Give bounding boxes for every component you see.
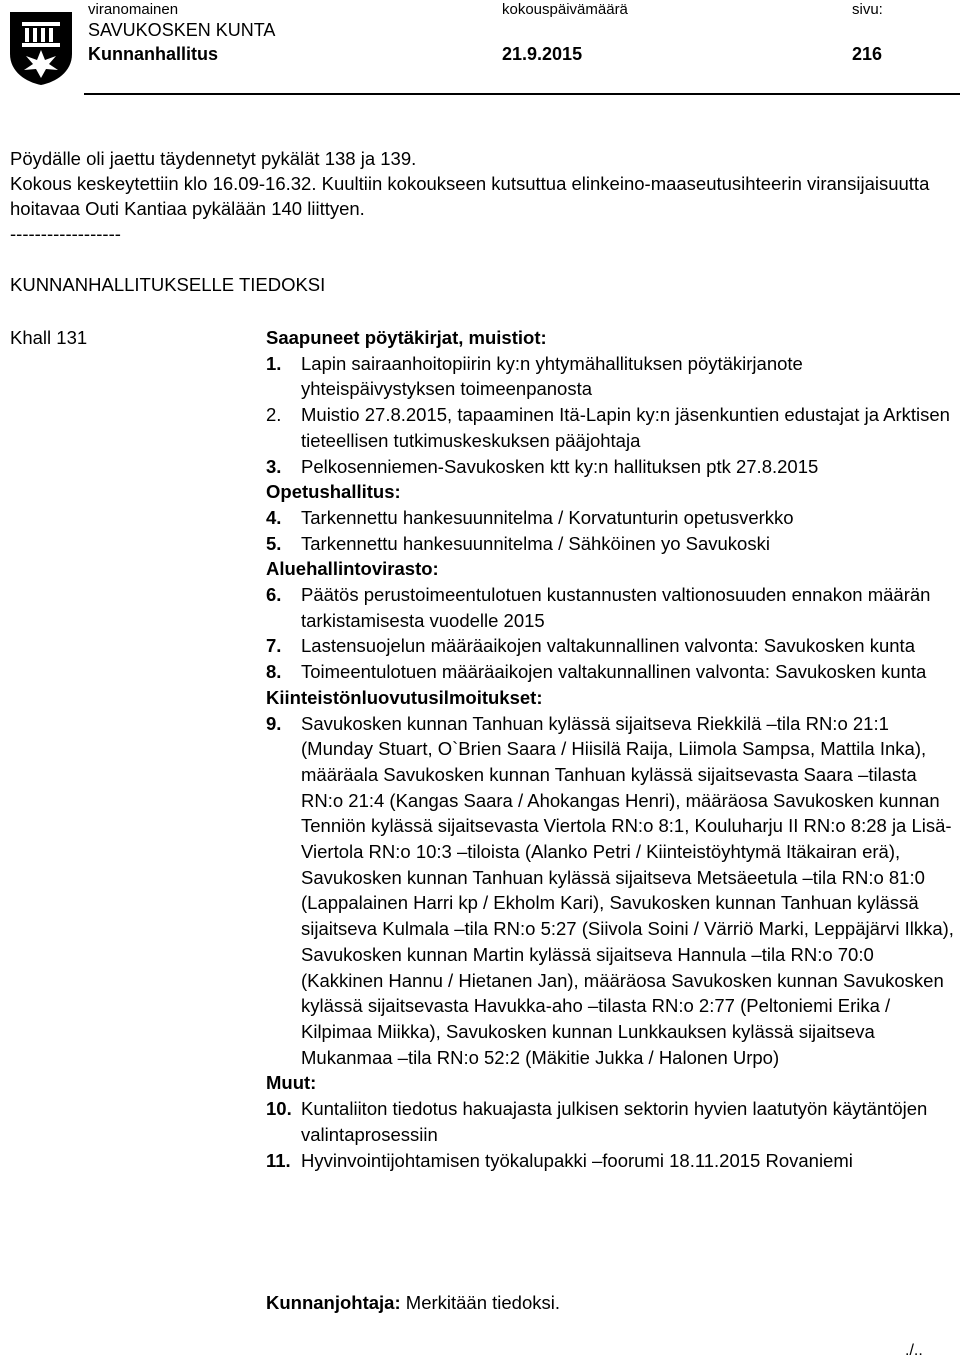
section-number: Khall 131	[10, 327, 88, 348]
intro-line: Pöydälle oli jaettu täydennetyt pykälät 138 ja 139.	[10, 148, 417, 169]
intro-line: Kokous keskeytettiin klo 16.09-16.32. Kuultiin kokoukseen kutsuttua elinkeino-maaseutusihteerin viransijaisuutta hoitavaa Outi Kantiaa pykälään 140 liittyen.	[10, 173, 930, 219]
decision-text: Merkitään tiedoksi.	[405, 1292, 561, 1313]
list-item: 11. Hyvinvointijohtamisen työkalupakki –foorumi 18.11.2015 Rovaniemi	[266, 1149, 853, 1171]
page-label: sivu:	[852, 1, 883, 18]
group-title: Kiinteistönluovutusilmoitukset:	[266, 686, 543, 708]
meeting-date: 21.9.2015	[502, 44, 583, 64]
group-title: Saapuneet pöytäkirjat, muistiot:	[266, 327, 547, 348]
section-heading: KUNNANHALLITUKSELLE TIEDOKSI	[10, 274, 326, 295]
official-label: viranomainen	[88, 1, 179, 18]
date-label: kokouspäivämäärä	[502, 1, 628, 18]
body-name: Kunnanhallitus	[88, 44, 218, 64]
page-number: 216	[852, 44, 883, 64]
continuation-mark: ./..	[905, 1342, 923, 1359]
list-item: 9. Savukosken kunnan Tanhuan kylässä sijaitseva Riekkilä –tila RN:o 21:1 (Munday Stuart, O`Brien Saara / Hiisilä Raija, Liimola Sampsa, Mattila Inka), määräala Savukosken kunnan Tanhuan kylässä sijaitsevasta Saara –tilasta RN:o 21:4 (Kangas Saara / Ahokangas Henri), määräosa Savukosken kunnan Tenniön kylässä sijaitsevasta Viertola RN:o 8:1, Kouluharju II RN:o 8:28 ja Lisä-Viertola RN:o 10:3 –tiloista (Alanko Petri / Kiinteistöyhtymä Itäkairan erä), Savukosken kunnan Tanhuan kylässä sijaitseva Metsäeetula –tila RN:o 81:0 (Lappalainen Harri kp / Ekholm Kari), Savukosken kunnan Tanhuan kylässä sijaitseva Kulmala –tila RN:o 5:27 (Siivola Soini / Värriö Marki, Leppäjärvi Ilkka), Savukosken kunnan Martin kylässä sijaitseva Hannula –tila RN:o 70:0 (Kakkinen Hannu / Hietanen Jan), määräosa Savukosken kunnan Savukosken kylässä sijaitsevasta Havukka-aho –tilasta RN:o 2:77 (Peltoniemi Erika / Kilpimaa Miikka), Savukosken kunnan Lunkkauksen kylässä sijaitseva Mukanmaa –tila RN:o 52:2 (Mäkitie Jukka / Halonen Urpo)	[266, 712, 954, 1068]
intro-text	[10, 146, 950, 246]
decision-label: Kunnanjohtaja:	[266, 1292, 401, 1313]
decision	[266, 1290, 560, 1315]
group-title: Muut:	[266, 1072, 317, 1094]
municipal-crest-icon	[8, 10, 74, 86]
group-title: Aluehallintovirasto:	[266, 558, 439, 580]
notice-list	[266, 325, 960, 1173]
list-item: 5. Tarkennettu hankesuunnitelma / Sähköinen yo Savukoski	[266, 532, 770, 554]
header-divider	[84, 93, 960, 95]
list-item: 10. Kuntaliiton tiedotus hakuajasta julkisen sektorin hyvien laatutyön käytäntöjen valintaprosessiin	[266, 1098, 928, 1145]
municipality-name: SAVUKOSKEN KUNTA	[88, 20, 276, 40]
separator-line: ------------------	[10, 223, 121, 244]
list-item: 2. Muistio 27.8.2015, tapaaminen Itä-Lapin ky:n jäsenkuntien edustajat ja Arktisen tieteellisen tutkimuskeskuksen pääjohtaja	[266, 404, 950, 451]
list-item: 6. Päätös perustoimeentulotuen kustannusten valtionosuuden ennakon määrän tarkistamisesta vuodelle 2015	[266, 584, 931, 631]
list-item: 1. Lapin sairaanhoitopiirin ky:n yhtymähallituksen pöytäkirjanote yhteispäivystyksen toimeenpanosta	[266, 352, 803, 400]
list-item: 7. Lastensuojelun määräaikojen valtakunnallinen valvonta: Savukosken kunta	[266, 635, 915, 657]
group-title: Opetushallitus:	[266, 481, 401, 503]
list-item: 3. Pelkosenniemen-Savukosken ktt ky:n hallituksen ptk 27.8.2015	[266, 455, 819, 477]
list-item: 4. Tarkennettu hankesuunnitelma / Korvatunturin opetusverkko	[266, 506, 794, 528]
list-item: 8. Toimeentulotuen määräaikojen valtakunnallinen valvonta: Savukosken kunta	[266, 661, 927, 683]
